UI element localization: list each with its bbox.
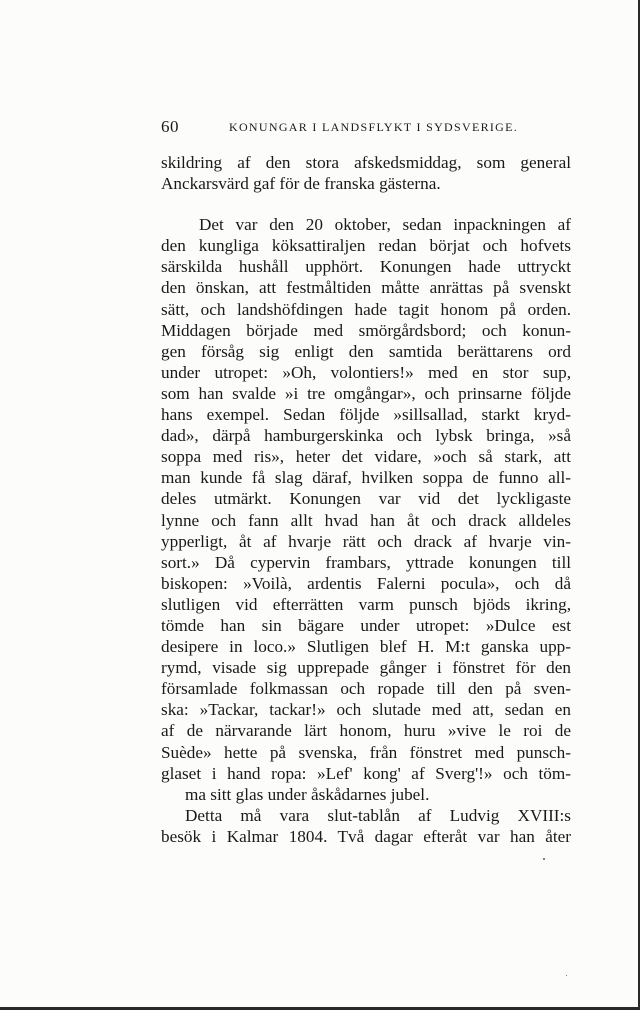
text-line: slutligen vid efterrätten varm punsch bjöds ikring, — [161, 594, 571, 614]
text-line: ma sitt glas under åskådarnes jubel. — [185, 784, 430, 804]
text-line: ska: »Tackar, tackar!» och slutade med att, sedan en — [161, 700, 571, 720]
text-line: rymd, visade sig upprepade gånger i fönstret för den — [161, 658, 571, 678]
text-line: den önskan, att festmåltiden måtte anrättas på svenskt — [161, 278, 571, 298]
text-line: man kunde få slag däraf, hvilken soppa de funno all- — [161, 468, 571, 488]
text-line: biskopen: »Voilà, ardentis Falerni pocula», och då — [161, 573, 571, 593]
text-line: lynne och fann allt hvad han åt och drack alldeles — [161, 510, 571, 530]
text-line: dad», därpå hamburgerskinka och lybsk bringa, »så — [161, 426, 571, 446]
text-line: deles utmärkt. Konungen var vid det lyckligaste — [161, 489, 571, 509]
paper-speck — [566, 975, 567, 976]
text-line: skildring af den stora afskedsmiddag, som general — [161, 153, 571, 172]
text-line: desipere in loco.» Slutligen blef H. M:t ganska upp- — [161, 637, 571, 657]
text-line: tömde han sin bägare under utropet: »Dulce est — [161, 615, 571, 635]
text-line: församlade folkmassan och ropade till den på sven- — [161, 679, 571, 699]
paragraph-2 — [161, 214, 571, 805]
text-line: Det var den 20 oktober, sedan inpackningen af — [199, 215, 571, 235]
text-line: besök i Kalmar 1804. Två dagar efteråt var han åter — [161, 826, 571, 846]
text-line: sätt, och landshöfdingen hade tagit honom på orden. — [161, 299, 571, 319]
paragraph-1 — [161, 152, 571, 194]
page-number: 60 — [161, 117, 179, 136]
text-line: sort.» Då cypervin frambars, yttrade konungen till — [161, 552, 571, 572]
text-line: Anckarsvärd gaf för de franska gästerna. — [161, 174, 441, 194]
text-line: ypperligt, åt af hvarje rätt och drack af hvarje vin- — [161, 531, 571, 551]
text-line: soppa med ris», heter det vidare, »och så stark, att — [161, 447, 571, 467]
running-title: KONUNGAR I LANDSFLYKT I SYDSVERIGE. — [229, 120, 519, 134]
text-line: af de närvarande lärt honom, huru »vive le roi de — [161, 721, 571, 741]
running-head — [161, 117, 571, 137]
text-line: gen försåg sig enligt den samtida berättarens ord — [161, 341, 571, 361]
text-line: Suède» hette på svenska, från fönstret med punsch- — [161, 742, 571, 762]
text-line: Middagen började med smörgårdsbord; och konun- — [161, 320, 571, 340]
text-line: glaset i hand ropa: »Lef' kong' af Sverg'!» och töm- — [161, 763, 571, 783]
text-line: som han svalde »i tre omgångar», och prinsarne följde — [161, 383, 571, 403]
text-line: särskilda hushåll upphört. Konungen hade uttryckt — [161, 257, 571, 277]
text-line: Detta må vara slut-tablån af Ludvig XVIII:s — [185, 805, 571, 825]
paper-speck — [543, 858, 545, 860]
text-line: den kungliga köksattiraljen redan börjat och hofvets — [161, 236, 571, 256]
paragraph-3 — [161, 805, 571, 847]
text-line: hans exempel. Sedan följde »sillsallad, starkt kryd- — [161, 405, 571, 425]
paragraph-gap — [161, 194, 571, 214]
body-text — [161, 152, 571, 847]
text-line: under utropet: »Oh, volontiers!» med en stor sup, — [161, 362, 571, 382]
